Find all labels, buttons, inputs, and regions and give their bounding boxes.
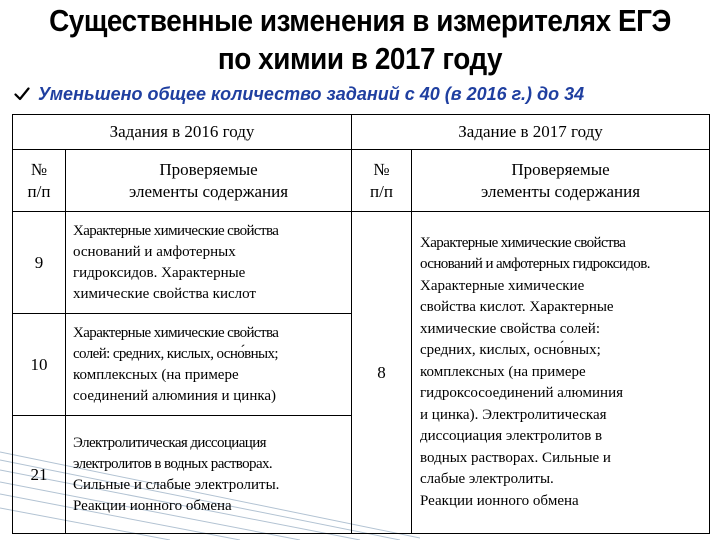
page-title — [36, 2, 684, 78]
comparison-table — [12, 114, 710, 534]
col-num-2017: № п/п — [352, 150, 412, 212]
row-num-21: 21 — [13, 416, 66, 534]
row-num-9: 9 — [13, 212, 66, 314]
table-header-row — [13, 115, 710, 150]
row-elements-9: Характерные химические свойства оснований и амфотерных гидроксидов. Характерные химические свойства кислот — [66, 212, 352, 314]
subtitle-text: Уменьшено общее количество заданий с 40 (в 2016 г.) до 34 — [38, 84, 585, 104]
col-elements-2017: Проверяемые элементы содержания — [412, 150, 710, 212]
row-num-8: 8 — [352, 212, 412, 534]
header-2016: Задания в 2016 году — [13, 115, 352, 150]
row-elements-8: Характерные химические свойства оснований и амфотерных гидроксидов. Характерные химические свойства кислот. Характерные химические свойства солей: средних, кислых, осно́вных; комплексных (на примере гидроксосоединений алюминия и цинка). Электролитическая диссоциация электролитов в водных растворах. Сильные и слабые электролиты. Реакции ионного обмена — [412, 212, 710, 534]
checkmark-icon — [14, 86, 30, 102]
subtitle — [14, 84, 584, 105]
table-row — [13, 212, 710, 314]
table-column-header-row — [13, 150, 710, 212]
row-elements-21: Электролитическая диссоциация электролитов в водных растворах. Сильные и слабые электролиты. Реакции ионного обмена — [66, 416, 352, 534]
col-elements-2016: Проверяемые элементы содержания — [66, 150, 352, 212]
title-line-2: по химии в 2017 году — [217, 41, 503, 76]
row-elements-10: Характерные химические свойства солей: средних, кислых, осно́вных; комплексных (на примере соединений алюминия и цинка) — [66, 314, 352, 416]
col-num-2016: № п/п — [13, 150, 66, 212]
header-2017: Задание в 2017 году — [352, 115, 710, 150]
row-num-10: 10 — [13, 314, 66, 416]
title-line-1: Существенные изменения в измерителях ЕГЭ — [49, 3, 671, 38]
